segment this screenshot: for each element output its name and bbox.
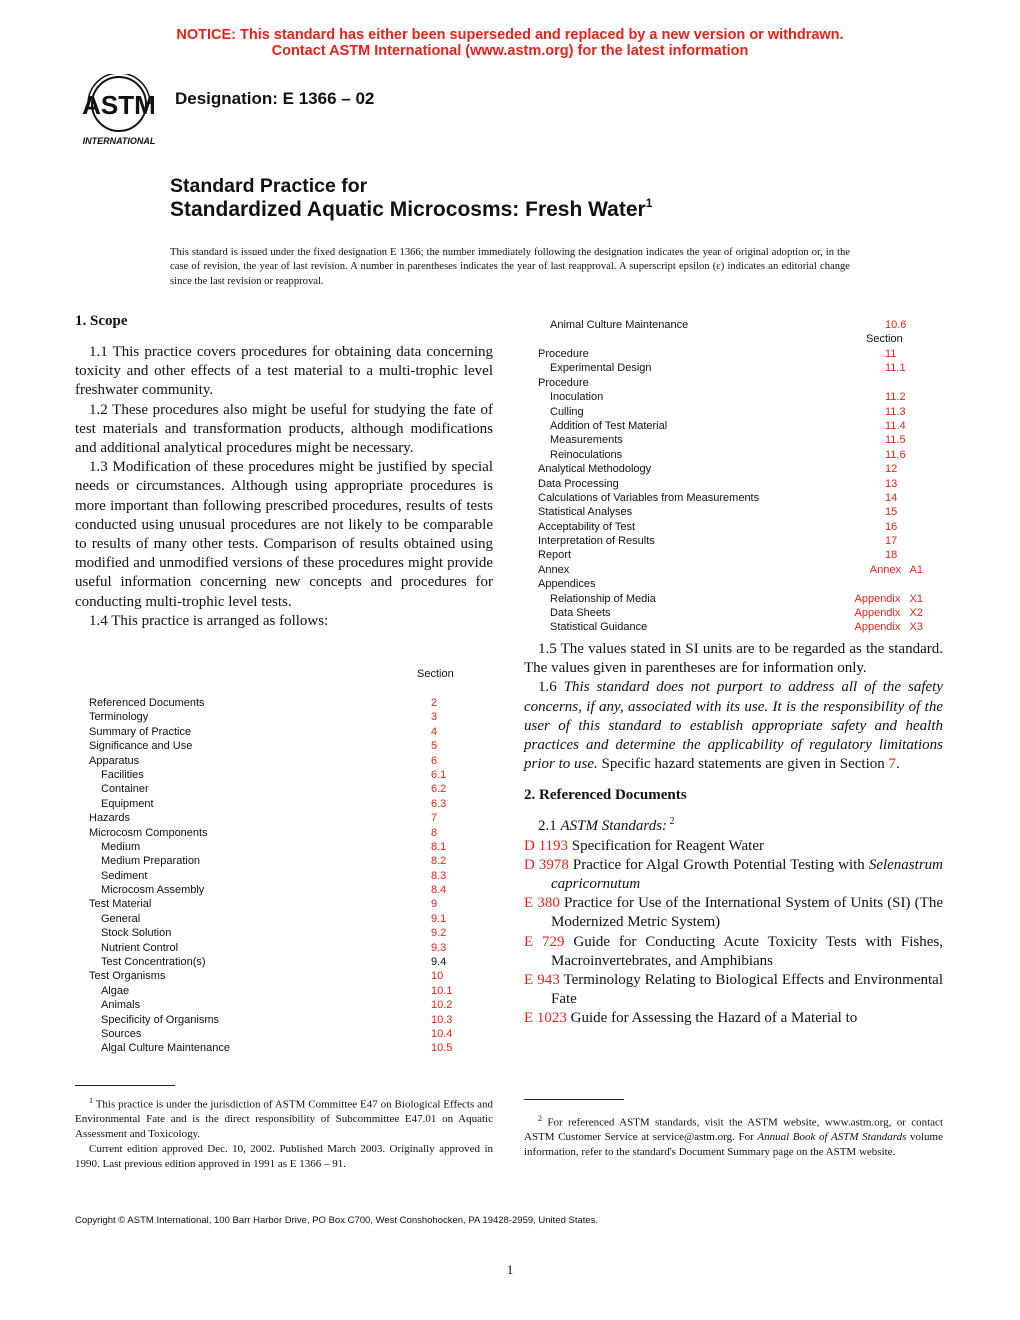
toc-title: Significance and Use: [89, 740, 193, 753]
toc-section-number[interactable]: Appendix X1: [854, 592, 923, 605]
ref-code-link[interactable]: D 3978: [524, 856, 569, 873]
toc-title: Specificity of Organisms: [101, 1013, 219, 1026]
toc-section-number[interactable]: Annex A1: [869, 563, 923, 576]
toc-row: [538, 534, 923, 548]
toc-title: Equipment: [101, 797, 154, 810]
toc-section-number[interactable]: 10.4: [431, 1027, 453, 1040]
toc-title: Culling: [550, 405, 584, 418]
toc-section-number[interactable]: 6: [431, 754, 438, 767]
toc-section-number[interactable]: 8.2: [431, 855, 447, 868]
ref-code-link[interactable]: E 729: [524, 933, 565, 950]
logo-text: INTERNATIONAL: [82, 136, 156, 146]
toc-section-number[interactable]: 5: [431, 740, 438, 753]
toc-row: [89, 998, 453, 1012]
toc-row: [89, 984, 453, 998]
toc-section-number[interactable]: 6.3: [431, 797, 447, 810]
para-1-4: 1.4 This practice is arranged as follows:: [89, 612, 329, 629]
toc-section-number[interactable]: Appendix X3: [854, 621, 923, 634]
toc-section-number[interactable]: 8: [431, 826, 438, 839]
toc-row: [89, 797, 449, 811]
toc-section-label: Section: [417, 668, 454, 680]
toc-right-a: [538, 318, 908, 332]
toc-row: [538, 419, 923, 433]
toc-row: [89, 969, 449, 983]
toc-title: Medium: [101, 840, 141, 853]
toc-title: Inoculation: [550, 391, 604, 404]
toc-title: General: [101, 912, 141, 925]
toc-title: Hazards: [89, 812, 130, 825]
toc-row: [89, 854, 449, 868]
toc-section-number[interactable]: 6.2: [431, 783, 447, 796]
para-1-3: 1.3 Modification of these procedures might be justified by special needs or circumstances. Although using appropriate procedures is more important than following prescribed procedures, results of tests conducted using unusual procedures are not likely to be comparable to results of many other tests. Comparison of results obtained using modified and unmodified versions of these procedures might provide useful information concerning new concepts and procedures for conducting multi-trophic level tests.: [75, 459, 493, 610]
toc-row: [89, 1013, 453, 1027]
toc-section-number[interactable]: 9.2: [431, 927, 447, 940]
toc-row: [538, 548, 923, 562]
toc-section-number[interactable]: 10.1: [431, 984, 453, 997]
ref-title: Practice for Use of the International System of Units (SI) (The Modernized Metric System): [551, 895, 943, 931]
ref-code-link[interactable]: E 1023: [524, 1010, 567, 1027]
toc-section-number[interactable]: 10.5: [431, 1042, 453, 1055]
column-right: [524, 640, 943, 1029]
toc-section-number[interactable]: 2: [431, 697, 438, 709]
toc-title: Statistical Analyses: [538, 506, 633, 519]
toc-title: Algal Culture Maintenance: [101, 1042, 231, 1055]
toc-row: [89, 1041, 453, 1055]
ref-code-link[interactable]: E 380: [524, 895, 560, 912]
title-footnote-ref: 1: [645, 196, 653, 210]
toc-title: Medium Preparation: [101, 855, 201, 868]
astm-standards-label: 2.1 ASTM Standards: $^2$: [538, 816, 675, 835]
toc-section-number[interactable]: 9.3: [431, 941, 447, 954]
ref-italic: Selenastrum capricornutum: [551, 856, 943, 893]
toc-section-number[interactable]: 10.3: [431, 1013, 453, 1026]
toc-row: [538, 577, 923, 591]
copyright: Copyright © ASTM International, 100 Barr Harbor Drive, PO Box C700, West Conshohocken, PA 19428-2959, United States.: [75, 1215, 599, 1226]
toc-section-number[interactable]: 11.6: [885, 448, 906, 461]
toc-row: [89, 739, 449, 753]
footnote-rule-left: [75, 1085, 175, 1086]
footnote-rule-right: [524, 1099, 624, 1100]
ref-title: Practice for Algal Growth Potential Testing with: [568, 856, 869, 873]
toc-row: [538, 477, 923, 491]
ref-title: Terminology Relating to Biological Effects and Environmental Fate: [551, 972, 944, 1008]
toc-section-number[interactable]: 8.3: [431, 869, 447, 882]
toc-title: Addition of Test Material: [550, 419, 668, 432]
toc-section-number[interactable]: 8.1: [431, 840, 447, 853]
toc-section-number[interactable]: 11.4: [885, 419, 906, 432]
ref-list: [524, 812, 943, 1028]
toc-title: Procedure: [538, 376, 589, 389]
ref-item: [524, 856, 943, 894]
toc-title: Report: [538, 549, 572, 562]
toc-title: Stock Solution: [101, 927, 172, 940]
toc-row: [538, 505, 923, 519]
toc-title: Acceptability of Test: [538, 520, 636, 533]
toc-row: [538, 620, 923, 634]
toc-section-number[interactable]: 11.3: [885, 405, 906, 418]
toc-section-label-2: Section: [866, 333, 903, 345]
toc-section-number[interactable]: 12: [885, 463, 898, 476]
toc-row: [89, 941, 449, 955]
page-number: 1: [506, 1262, 514, 1277]
logo-mark: ASTM: [82, 90, 156, 120]
toc-title: Sediment: [101, 869, 148, 882]
toc-title: Reinoculations: [550, 448, 623, 461]
toc-title: Animals: [101, 999, 141, 1012]
toc-section-number[interactable]: 18: [885, 549, 898, 562]
para-1-1: 1.1 This practice covers procedures for obtaining data concerning toxicity and other effects of a test material to a multi-trophic level freshwater community.: [75, 344, 493, 399]
toc-section-number[interactable]: 8.4: [431, 884, 447, 897]
column-left: [75, 313, 493, 631]
toc-section-number[interactable]: 11.1: [885, 362, 906, 375]
ref-code-link[interactable]: E 943: [524, 972, 560, 989]
toc-title: Microcosm Assembly: [101, 884, 205, 897]
footnote-2: $^2$ For referenced ASTM standards, visit the ASTM website, www.astm.org, or contact ASTM Customer Service at service@astm.org. For Annual Book of ASTM Standards volume information, refer to the standard's Document Summary page on the ASTM website.: [524, 1114, 943, 1159]
toc-section-number[interactable]: 14: [885, 491, 898, 504]
toc-row: [538, 433, 923, 447]
toc-section-number[interactable]: 17: [885, 535, 898, 548]
toc-section-number[interactable]: 11.5: [885, 434, 906, 447]
toc-section-number[interactable]: 10.6: [885, 319, 907, 331]
toc-section-number[interactable]: 15: [885, 506, 898, 519]
toc-title: Facilities: [101, 768, 144, 781]
toc-left: [89, 696, 453, 1056]
toc-title: Nutrient Control: [101, 941, 179, 954]
issued-note: This standard is issued under the fixed designation E 1366; the number immediately following the designation indicates the year of original adoption or, in the case of revision, the year of last revision. A number in parentheses indicates the year of last reapproval. A superscript epsilon (ε) indicates an editorial change since the last revision or reapproval.: [170, 247, 850, 287]
toc-section-number[interactable]: 9.1: [431, 912, 447, 925]
toc-row: [89, 840, 449, 854]
toc-row: [538, 592, 923, 606]
para-1-6: 1.6 This standard does not purport to address all of the safety concerns, if any, associated with its use. It is the responsibility of the user of this standard to establish appropriate safety and health practices and determine the applicability of regulatory limitations prior to use. Specific hazard statements are given in Section 7.: [524, 679, 944, 773]
toc-title: Data Sheets: [550, 607, 611, 620]
toc-title: Microcosm Components: [89, 826, 208, 839]
toc-section-number[interactable]: 6.1: [431, 768, 447, 781]
toc-title: Relationship of Media: [550, 592, 656, 605]
toc-title: Test Concentration(s): [101, 956, 206, 969]
toc-title: Sources: [101, 1027, 142, 1040]
toc-section-number[interactable]: 11: [885, 348, 897, 360]
title-line-2: [170, 198, 652, 222]
ref-heading: 2. Referenced Documents: [524, 787, 687, 804]
toc-section-number[interactable]: 13: [885, 477, 898, 490]
notice-line-2: Contact ASTM International (www.astm.org) for the latest information: [271, 43, 749, 59]
toc-row: [538, 361, 923, 375]
notice-line-1: NOTICE: This standard has either been superseded and replaced by a new version or withdrawn.: [176, 27, 844, 43]
toc-row: [89, 811, 449, 825]
toc-row: [538, 376, 923, 390]
toc-row: [89, 768, 449, 782]
toc-title: Calculations of Variables from Measurements: [538, 491, 760, 504]
toc-row: [89, 782, 449, 796]
toc-row: [538, 563, 923, 577]
toc-title: Interpretation of Results: [538, 535, 655, 548]
toc-row: [538, 448, 923, 462]
title-line-1: Standard Practice for: [170, 175, 368, 197]
toc-row: [89, 826, 449, 840]
toc-title: Measurements: [550, 434, 623, 447]
title-text: Standardized Aquatic Microcosms: Fresh Water: [170, 198, 646, 221]
toc-section-number[interactable]: 10.2: [431, 999, 453, 1012]
hazard-section-link[interactable]: 7: [888, 756, 896, 773]
ref-item: [524, 933, 943, 971]
para-1-2: 1.2 These procedures also might be useful for studying the fate of test materials and transformation products, although modifications and additional analytical procedures might be necessary.: [75, 401, 493, 457]
toc-section-number[interactable]: 10: [431, 970, 444, 983]
toc-title: Data Processing: [538, 477, 619, 490]
toc-section-number[interactable]: Appendix X2: [854, 607, 923, 620]
toc-title: Annex: [538, 563, 570, 576]
toc-right-b: [538, 347, 923, 635]
ref-item: [524, 971, 943, 1009]
toc-title: Apparatus: [89, 754, 140, 767]
toc-row: [538, 405, 923, 419]
toc-title: Statistical Guidance: [550, 621, 648, 634]
ref-title: Guide for Conducting Acute Toxicity Tests with Fishes, Macroinvertebrates, and Amphibians: [551, 933, 943, 969]
toc-row: [89, 897, 449, 911]
ref-item: [524, 1009, 943, 1028]
toc-row: [538, 318, 908, 332]
toc-title: Animal Culture Maintenance: [550, 319, 689, 331]
toc-title: Container: [101, 783, 149, 796]
toc-section-number[interactable]: 3: [431, 711, 438, 724]
ref-code-link[interactable]: D 1193: [524, 837, 569, 854]
toc-section-number[interactable]: 11.2: [885, 391, 906, 404]
toc-title: Algae: [101, 984, 130, 997]
toc-row: [89, 710, 449, 724]
toc-row: [89, 883, 449, 897]
toc-title: Analytical Methodology: [538, 463, 652, 476]
footnote-1: $^1$ This practice is under the jurisdiction of ASTM Committee E47 on Biological Effects and Environmental Fate and is the direct responsibility of Subcommittee E47.01 on Aquatic Assessment and Toxicology. Current edition approved Dec. 10, 2002. Published March 2003. Originally approved in 1990. Last previous edition approved in 1991 as E 1366 – 91.: [75, 1096, 493, 1170]
toc-title: Terminology: [89, 711, 149, 724]
toc-title: Test Material: [89, 898, 152, 911]
toc-row: [538, 520, 923, 534]
toc-title: Referenced Documents: [89, 697, 205, 709]
scope-heading: 1. Scope: [75, 313, 128, 329]
toc-row: [538, 390, 923, 404]
toc-row: [538, 347, 923, 361]
toc-row: [89, 955, 449, 969]
toc-section-number[interactable]: 16: [885, 520, 898, 533]
toc-title: Experimental Design: [550, 362, 652, 375]
toc-title: Summary of Practice: [89, 725, 192, 738]
toc-section-number: 9.4: [431, 956, 447, 969]
toc-section-number[interactable]: 9: [431, 898, 438, 911]
toc-row: [89, 926, 449, 940]
toc-row: [89, 869, 449, 883]
toc-row: [89, 754, 449, 768]
ref-item: [524, 894, 943, 932]
toc-row: [89, 725, 449, 739]
ref-title: Guide for Assessing the Hazard of a Material to: [566, 1010, 858, 1027]
toc-row: [538, 491, 923, 505]
toc-title: Test Organisms: [89, 970, 166, 983]
toc-row: [538, 606, 923, 620]
toc-title: Procedure: [538, 348, 589, 360]
toc-section-number[interactable]: 7: [431, 812, 438, 825]
toc-section-number[interactable]: 4: [431, 725, 438, 738]
ref-title: Specification for Reagent Water: [568, 837, 764, 854]
toc-row: [89, 1027, 453, 1041]
ref-item: [524, 837, 943, 856]
astm-logo: [74, 74, 164, 150]
toc-row: [89, 912, 449, 926]
toc-row: [89, 696, 449, 710]
designation: Designation: E 1366 – 02: [175, 89, 375, 108]
para-1-5: 1.5 The values stated in SI units are to be regarded as the standard. The values given in parentheses are for information only.: [524, 641, 943, 677]
toc-row: [538, 462, 923, 476]
toc-title: Appendices: [538, 578, 596, 591]
